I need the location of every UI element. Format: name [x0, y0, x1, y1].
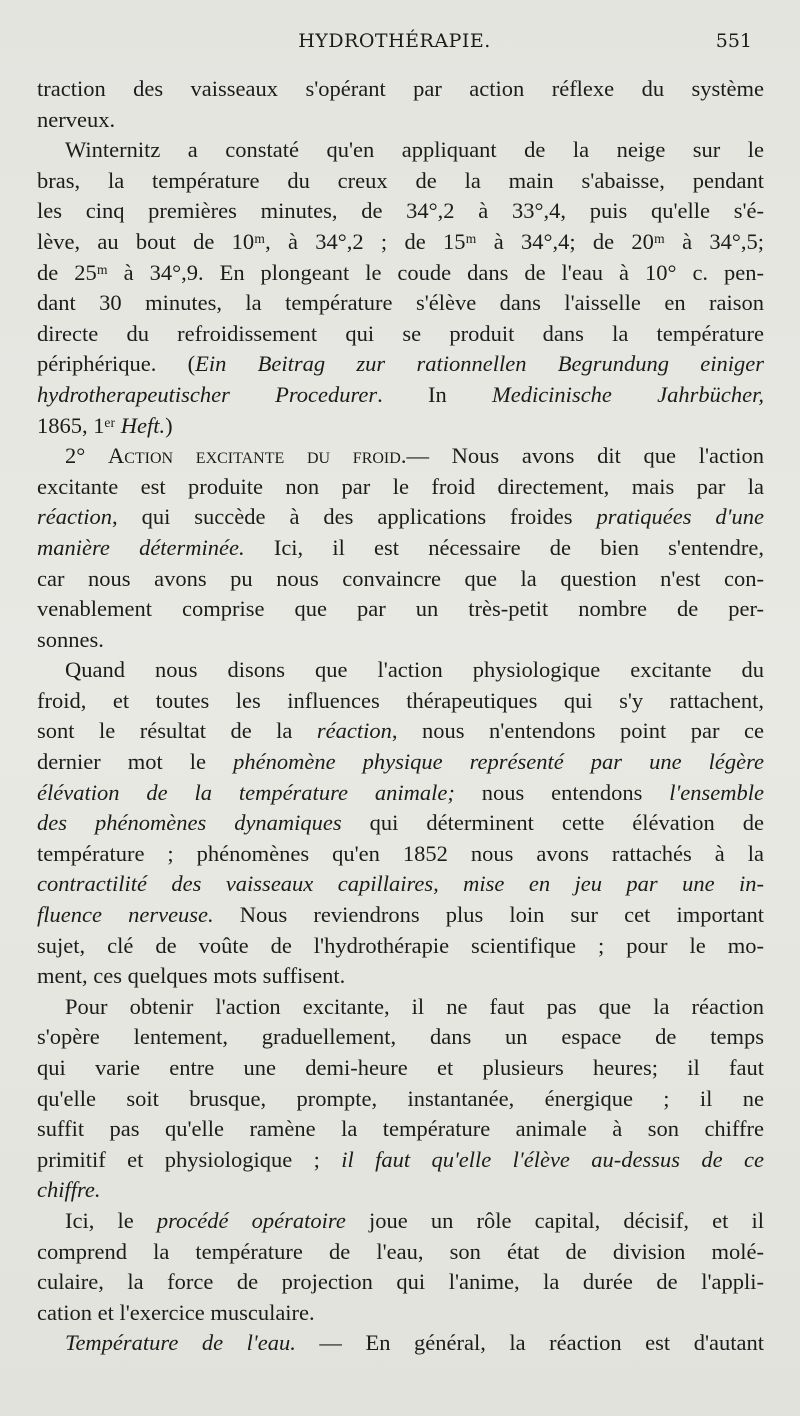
text-segment: Heft.	[120, 412, 166, 438]
running-title: HYDROTHÉRAPIE.	[298, 30, 491, 52]
text-line	[37, 625, 764, 656]
text-segment: chiffre.	[37, 1177, 101, 1203]
text-segment: pratiquées d'une	[596, 504, 764, 530]
text-segment: comprend la température de l'eau, son état de division molé-	[37, 1238, 764, 1264]
text-segment: primitif et physiologique ;	[37, 1146, 342, 1172]
text-line	[37, 992, 764, 1023]
text-line	[37, 869, 764, 900]
text-segment: sujet, clé de voûte de l'hydrothérapie scientifique ; pour le mo-	[37, 932, 764, 958]
text-segment: directe du refroidissement qui se produit dans la température	[37, 320, 764, 346]
text-segment: de 25ᵐ à 34°,9. En plongeant le coude dans de l'eau à 10° c. pen-	[37, 259, 764, 285]
text-segment: s'opère lentement, graduellement, dans un espace de temps	[37, 1024, 764, 1050]
text-segment: Température de l'eau.	[65, 1330, 296, 1356]
text-line	[37, 839, 764, 870]
text-line	[37, 502, 764, 533]
text-segment: nerveux.	[37, 106, 116, 132]
text-segment: dernier mot le	[37, 749, 234, 775]
text-segment: sont le résultat de la	[37, 718, 317, 744]
text-segment: Pour obtenir l'action excitante, il ne faut pas que la réaction	[65, 993, 764, 1019]
text-segment: périphérique. (	[37, 351, 196, 377]
text-line	[37, 441, 764, 472]
text-line	[37, 74, 764, 105]
text-line	[37, 1145, 764, 1176]
text-segment: cation et l'exercice musculaire.	[37, 1299, 315, 1325]
text-segment: lève, au bout de 10ᵐ, à 34°,2 ; de 15ᵐ à 34°,4; de 20ᵐ à 34°,5;	[37, 228, 764, 254]
text-segment: Ein Beitrag zur rationnellen Begrundung einiger	[195, 351, 764, 377]
text-line	[37, 1328, 764, 1359]
text-line	[37, 1022, 764, 1053]
text-segment: bras, la température du creux de la main s'abaisse, pendant	[37, 167, 764, 193]
text-segment: 2°	[65, 443, 108, 469]
text-line	[37, 1206, 764, 1237]
text-segment: — Nous avons dit que l'action	[406, 443, 764, 469]
text-line	[37, 196, 764, 227]
text-line	[37, 655, 764, 686]
text-line	[37, 1175, 764, 1206]
text-segment: fluence nerveuse.	[37, 902, 214, 928]
text-segment: nous entendons	[454, 779, 670, 805]
text-segment: froid, et toutes les influences thérapeutiques qui s'y rattachent,	[37, 687, 764, 713]
text-line	[37, 288, 764, 319]
text-line	[37, 135, 764, 166]
text-segment: — En général, la réaction est d'autant	[295, 1330, 764, 1356]
text-segment: les cinq premières minutes, de 34°,2 à 33°,4, puis qu'elle s'é-	[37, 198, 764, 224]
text-segment: qui varie entre une demi-heure et plusieurs heures; il faut	[37, 1055, 764, 1080]
text-segment: traction des vaisseaux s'opérant par action réflexe du système	[37, 76, 764, 101]
text-segment: )	[165, 412, 173, 438]
text-segment: l'ensemble	[669, 779, 764, 805]
text-segment: Nous reviendrons plus loin sur cet important	[213, 902, 764, 928]
body-text	[37, 74, 764, 1359]
text-segment: hydrotherapeutischer Procedurer	[37, 381, 378, 407]
text-segment: suffit pas qu'elle ramène la température animale à son chiffre	[37, 1116, 764, 1142]
text-segment: procédé opératoire	[156, 1207, 346, 1233]
page-number: 551	[715, 30, 752, 52]
text-line	[37, 778, 764, 809]
text-segment: phénomène physique représenté par une légère	[233, 749, 764, 775]
page-header	[37, 30, 752, 60]
text-segment: manière déterminée.	[37, 534, 245, 560]
text-line	[37, 411, 764, 442]
text-line	[37, 349, 764, 380]
text-line	[37, 961, 764, 992]
text-line	[37, 533, 764, 564]
text-segment: réaction	[316, 718, 392, 744]
text-line	[37, 716, 764, 747]
text-segment: des phénomènes dynamiques	[37, 810, 342, 836]
text-segment: qui déterminent cette élévation de	[341, 810, 764, 836]
text-line	[37, 1267, 764, 1298]
text-segment: Quand nous disons que l'action physiologique excitante du	[65, 657, 764, 683]
text-segment: dant 30 minutes, la température s'élève dans l'aisselle en raison	[37, 290, 764, 316]
text-segment: température ; phénomènes qu'en 1852 nous avons rattachés à la	[37, 840, 764, 866]
text-line	[37, 747, 764, 778]
text-segment: Ici, le	[65, 1207, 157, 1233]
text-line	[37, 808, 764, 839]
text-segment: réaction	[37, 504, 112, 530]
text-segment: Ici, il est nécessaire de bien s'entendre,	[244, 534, 764, 560]
text-line	[37, 900, 764, 931]
text-line	[37, 931, 764, 962]
text-segment: il faut qu'elle l'élève au-dessus de ce	[341, 1146, 764, 1172]
text-line	[37, 564, 764, 595]
text-line	[37, 380, 764, 411]
text-line	[37, 227, 764, 258]
text-segment: ment, ces quelques mots suffisent.	[37, 963, 346, 989]
text-segment: contractilité des vaisseaux capillaires, mise en jeu par une in-	[37, 871, 764, 897]
text-segment: Medicinische Jahrbücher,	[491, 381, 764, 407]
text-segment: venablement comprise que par un très-petit nombre de per-	[37, 596, 764, 622]
text-segment: excitante est produite non par le froid directement, mais par la	[37, 473, 764, 499]
text-segment: car nous avons pu nous convaincre que la question n'est con-	[37, 565, 764, 591]
text-line	[37, 105, 764, 136]
text-line	[37, 594, 764, 625]
text-line	[37, 258, 764, 289]
text-segment: . In	[377, 381, 492, 407]
text-line	[37, 1053, 764, 1084]
text-line	[37, 1298, 764, 1329]
text-segment: joue un rôle capital, décisif, et il	[345, 1207, 764, 1233]
text-segment: , nous n'entendons point par ce	[391, 718, 764, 744]
text-segment: culaire, la force de projection qui l'anime, la durée de l'appli-	[37, 1269, 764, 1295]
text-line	[37, 472, 764, 503]
text-segment: Winternitz a constaté qu'en appliquant de la neige sur le	[65, 137, 764, 163]
text-segment: Action excitante du froid.	[107, 443, 407, 469]
text-line	[37, 1114, 764, 1145]
text-line	[37, 1084, 764, 1115]
text-segment: , qui succède à des applications froides	[111, 504, 597, 530]
text-line	[37, 1237, 764, 1268]
text-line	[37, 686, 764, 717]
text-segment: qu'elle soit brusque, prompte, instantanée, énergique ; il ne	[37, 1085, 764, 1111]
text-segment: 1865, 1ᵉʳ	[37, 412, 121, 438]
text-segment: élévation de la température animale;	[37, 779, 455, 805]
text-segment: sonnes.	[37, 626, 104, 652]
text-line	[37, 319, 764, 350]
text-line	[37, 166, 764, 197]
